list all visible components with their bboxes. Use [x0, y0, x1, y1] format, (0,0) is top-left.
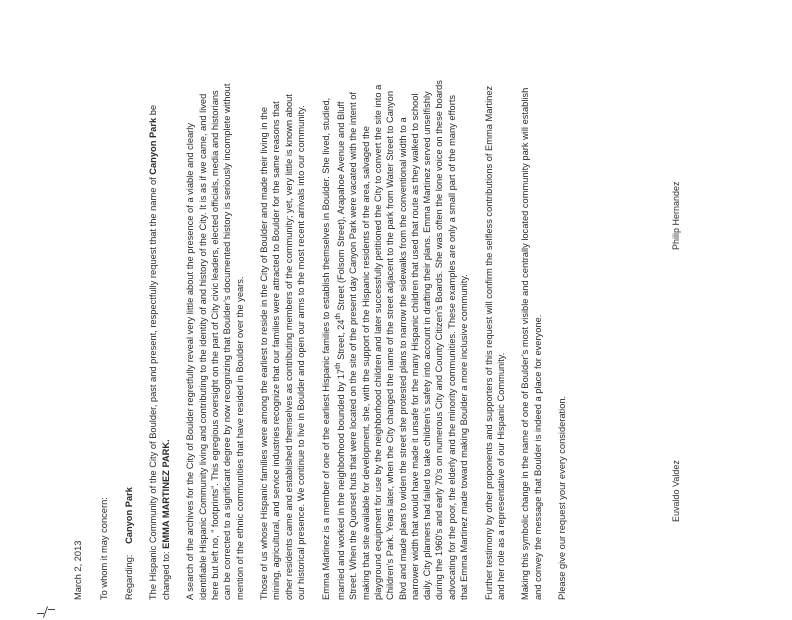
paragraph-archives: A search of the archives for the City of Boulder regretfully reveal very little about the presence of a viable and clearly identifiable Hispanic Community living and contributing to the identity of and history of the City. It is as if we came, and lived here but left no, ” footprints”. This egregious oversight on the part of City civic leaders, elected officials, media and historians can be corrected to a significant degree by now recognizing that Boulder’s documented history is seriously incomplete without mention of the ethnic communities that have resided in Boulder over the years.: [185, 83, 245, 600]
request-text-mid: be changed to:: [148, 104, 171, 600]
paragraph-symbolic-change: Making this symbolic change in the name of one of Boulder’s most visible and centrally located community park will establish and convey the message that Boulder is indeed a place for everyone.: [520, 87, 543, 600]
regarding-label: Regarding:: [123, 554, 134, 600]
paragraph-request: [147, 80, 172, 600]
salutation: To whom it may concern:: [99, 497, 110, 600]
letter-body: [72, 80, 581, 600]
emma-text-1: Emma Martinez is a member of one of the earliest Hispanic families to establish themselves in Boulder. She lived, studied, married and worked in the neighborhood bounded by 17: [320, 97, 347, 600]
paragraph-families: Those of us whose Hispanic families were among the earliest to reside in the City of Boulder and made their living in the mining, agricultural, and service industries recognize that our families were attracted to Boulder for the same reasons that other residents came and established themselves as contributing members of the community; yet, very little is known about our historical presence. We continue to live in Boulder and open our arms to the most recent arrivals into our community.: [259, 94, 307, 600]
ordinal-sup: th: [332, 362, 342, 369]
closing: Please give our request your every consideration.: [557, 395, 568, 600]
emma-text-2: Street, 24: [336, 319, 347, 363]
regarding-line: [123, 80, 135, 600]
letter-date: March 2, 2013: [73, 540, 83, 600]
signature-euvaldo-valdez: Euvaldo Valdez: [671, 460, 681, 522]
current-park-name: Canyon Park: [148, 117, 159, 175]
pen-mark: [35, 604, 57, 620]
ordinal-sup: th: [332, 313, 342, 320]
proposed-park-name: EMMA MARTINEZ PARK.: [160, 439, 171, 549]
paragraph-emma-martinez: [320, 80, 471, 600]
regarding-value: Canyon Park: [123, 487, 134, 544]
signature-philip-hernandez: Philip Hernandez: [671, 181, 681, 250]
paragraph-testimony: Further testimony by other proponents and supporters of this request will confirm the selfless contributions of Emma Martinez and her role as a representative of our Hispanic Community.: [483, 85, 506, 600]
emma-text-3: Street (Folsom Street), Arapahoe Avenue and Bluff Street. When the Quonset huts that were located on the site of the present day Canyon Park were vacated with the intent of making that site available for development, she, with the support of the Hispanic residents of the area, salvaged the playground equipment for use by the neighborhood children and later successfully petitioned the City to convert the site into a Children’s Park. Years later, when the City changed the name of the street adjacent to the park from Water Street to Canyon Blvd and made plans to widen the street she protested plans to narrow the sidewalks from the conventional width to a narrower width that would have made it unsafe for the many Hispanic children that used that route as they walked to school daily. City planners had failed to take children’s safety into account in drafting their plans. Emma Martinez served unselfishly during the 1960’s and early 70’s on numerous City and County Citizen’s Boards. She was often the lone voice on these boards advocating for the poor, the elderly and the minority communities. These examples are only a small part of the many efforts that Emma Martinez made toward making Boulder a more inclusive community.: [336, 80, 469, 600]
request-text: The Hispanic Community of the City of Boulder, past and present, respectfully request that the name of: [148, 174, 159, 600]
